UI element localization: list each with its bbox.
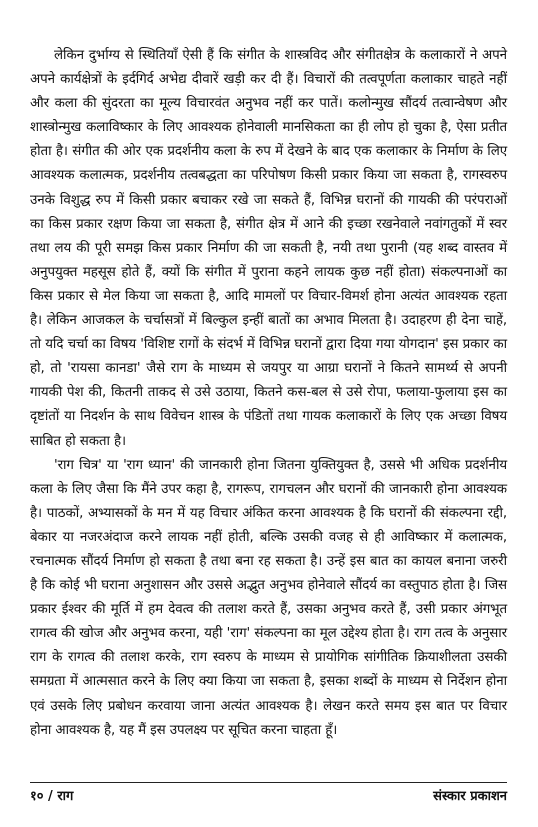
publisher-name: संस्कार प्रकाशन: [433, 789, 507, 804]
footer-divider: [30, 782, 507, 783]
body-text: [30, 44, 507, 743]
page-footer: [30, 786, 507, 808]
paragraph-2: 'राग चित्र' या 'राग ध्यान' की जानकारी होना जितना युक्तियुक्त है, उससे भी अधिक प्रदर्शनीय कला के लिए जैसा कि मैंने उपर कहा है, रागरूप, रागचलन और घरानों की जानकारी होना आवश्यक है। पाठकों, अभ्यासकों के मन में यह विचार अंकित करना आवश्यक है कि घरानों की संकल्पना रद्दी, बेकार या नजरअंदाज करने लायक नहीं होती, बल्कि उसकी वजह से ही आविष्कार में कलात्मक, रचनात्मक सौंदर्य निर्माण हो सकता है तथा बना रह सकता है। उन्हें इस बात का कायल बनाना जरुरी है कि कोई भी घराना अनुशासन और उससे अद्भुत अनुभव होनेवाले सौंदर्य का वस्तुपाठ होता है। जिस प्रकार ईश्वर की मूर्ति में हम देवत्व की तलाश करते हैं, उसका अनुभव करते हैं, उसी प्रकार अंगभूत रागत्व की खोज और अनुभव करना, यही 'राग' संकल्पना का मूल उद्देश्य होता है। राग तत्व के अनुसार राग के रागत्व की तलाश करके, राग स्वरुप के माध्यम से प्रायोगिक सांगीतिक क्रियाशीलता उसकी समग्रता में आत्मसात करने के लिए क्या किया जा सकता है, इसका शब्दों के माध्यम से निर्देशन होना एवं उसके लिए प्रबोधन करवाया जाना अत्यंत आवश्यक है। लेखन करते समय इस बात पर विचार होना आवश्यक है, यह मैं इस उपलक्ष्य पर सूचित करना चाहता हूँ।: [30, 457, 507, 738]
page-number-label: १० / राग: [30, 789, 74, 804]
paragraph-1: लेकिन दुर्भाग्य से स्थितियाँ ऐसी हैं कि संगीत के शास्त्रविद और संगीतक्षेत्र के कलाकारों ने अपने अपने कार्यक्षेत्रों के इर्दगिर्द अभेद्य दीवारें खड़ी कर दी हैं। विचारों की तत्वपूर्णता कलाकार चाहते नहीं और कला की सुंदरता का मूल्य विचारवंत अनुभव नहीं कर पातें। कलोन्मुख सौंदर्य तत्वान्वेषण और शास्त्रोन्मुख कलाविष्कार के लिए आवश्यक होनेवाली मानसिकता का ही लोप हो चुका है, ऐसा प्रतीत होता है। संगीत की ओर एक प्रदर्शनीय कला के रुप में देखने के बाद एक कलाकार के निर्माण के लिए आवश्यक कलात्मक, प्रदर्शनीय तत्वबद्धता का परिपोषण किसी प्रकार किया जा सकता है, रागस्वरुप उनके विशुद्ध रुप में किसी प्रकार बचाकर रखे जा सकते हैं, विभिन्न घरानों की गायकी की परंपराओं का किस प्रकार रक्षण किया जा सकता है, संगीत क्षेत्र में आने की इच्छा रखनेवाले नवांगतुकों में स्वर तथा लय की पूरी समझ किस प्रकार निर्माण की जा सकती है, नयी तथा पुरानी (यह शब्द वास्तव में अनुपयुक्त महसूस होते हैं, क्यों कि संगीत में पुराना कहने लायक कुछ नहीं होता) संकल्पनाओं का किस प्रकार से मेल किया जा सकता है, आदि मामलों पर विचार-विमर्श होना अत्यंत आवश्यक रहता है। लेकिन आजकल के चर्चासत्रों में बिल्कुल इन्हीं बातों का अभाव मिलता है। उदाहरण ही देना चाहें, तो यदि चर्चा का विषय 'विशिष्ट रागों के संदर्भ में विभिन्न घरानों द्वारा दिया गया योगदान' इस प्रकार का हो, तो 'रायसा कानडा' जैसे राग के माध्यम से जयपुर या आग्रा घरानों ने कितने सामर्थ्य से अपनी गायकी पेश की, कितनी ताकद से उसे उठाया, कितने कस-बल से उसे रोपा, फलाया-फुलाया इस का दृष्टांतों या निदर्शन के साथ विवेचन शास्त्र के पंडितों तथा गायक कलाकारों के लिए एक अच्छा विषय साबित हो सकता है।: [30, 48, 507, 449]
book-page: [30, 44, 507, 824]
